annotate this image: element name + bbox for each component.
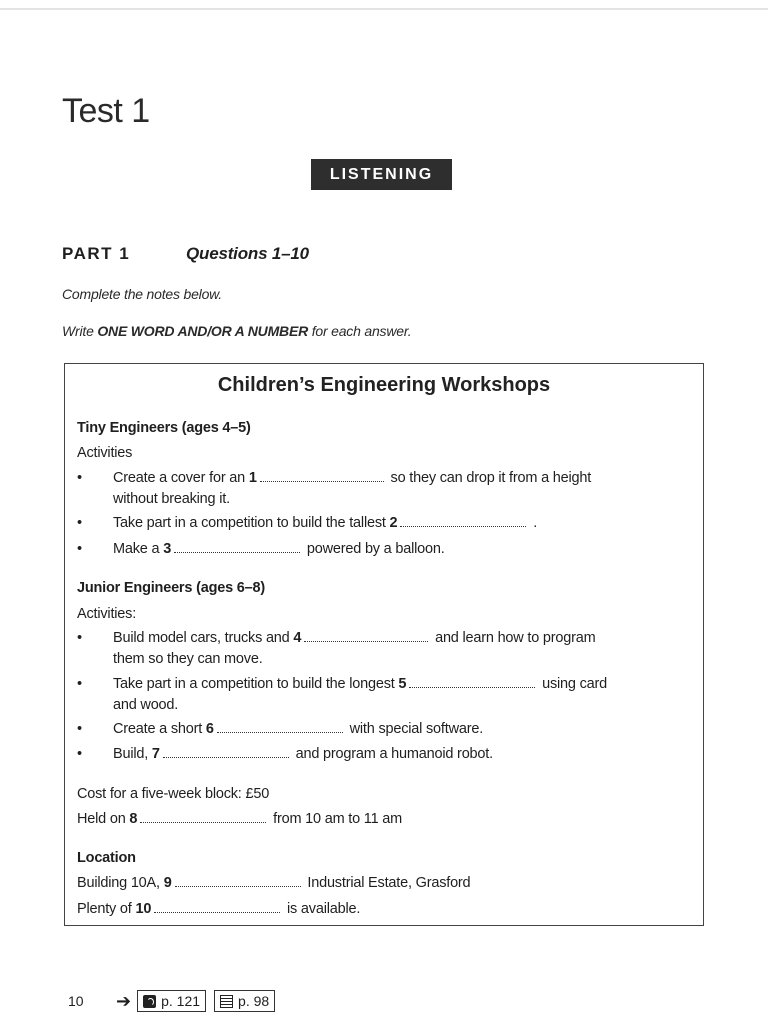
page-footer [68,990,283,1012]
page-number: 10 [68,993,84,1009]
page-title: Test 1 [62,92,150,130]
answer-blank-8[interactable] [140,812,266,823]
cost-line: Cost for a five-week block: £50 [77,786,270,802]
answer-blank-9[interactable] [175,876,301,887]
answer-blank-6[interactable] [217,722,343,733]
location-line-2: Plenty of 10 is available. [77,901,361,917]
answer-blank-3[interactable] [174,542,300,553]
scan-edge [0,8,768,10]
answer-blank-10[interactable] [154,902,280,913]
answer-blank-5[interactable] [409,677,535,688]
answer-blank-2[interactable] [400,516,526,527]
notes-box: Children’s Engineering Workshops Tiny Engineers (ages 4–5) Activities • Create a cover for an 1 so they can drop it from a height without breaking it. • Take part in a competition to build the tallest 2 . • Make a 3 powered by a balloon. Junior Engineers (ages 6–8) Activities: • Build model cars, trucks and 4 and learn how to program them so they can move. • Take part in a competition to build the longest 5 using card and wood. • Create a short 6 with special software. • Build, 7 and program a humanoid robot. Cost for a five-week block: £50 Held on 8 from 10 am to 11 am Location Building 10A, 9 Industrial Estate, Grasford Plenty of 10 is available. [64,363,704,926]
junior-activities-label: Activities: [77,606,137,622]
tiny-engineers-heading: Tiny Engineers (ages 4–5) [77,420,251,436]
tiny-activities-label: Activities [77,445,133,461]
held-line: Held on 8 from 10 am to 11 am [77,811,403,827]
audio-icon [143,995,156,1008]
answer-key-reference[interactable]: p. 98 [214,990,275,1012]
answer-blank-1[interactable] [260,471,384,482]
location-line-1: Building 10A, 9 Industrial Estate, Grasford [77,875,471,891]
answer-blank-4[interactable] [304,631,428,642]
questions-label: Questions 1–10 [186,244,309,263]
part-label: PART 1 [62,244,131,263]
audio-script-reference[interactable]: p. 121 [137,990,206,1012]
instruction-complete: Complete the notes below. [62,286,222,302]
part-heading [62,244,309,264]
arrow-right-icon: ➔ [116,990,132,1011]
junior-engineers-heading: Junior Engineers (ages 6–8) [77,580,265,596]
notes-title: Children’s Engineering Workshops [217,374,551,396]
instruction-write: Write ONE WORD AND/OR A NUMBER for each answer. [62,323,412,339]
section-badge: LISTENING [311,159,452,190]
location-heading: Location [77,850,136,866]
answer-blank-7[interactable] [163,747,289,758]
document-icon [220,995,233,1008]
